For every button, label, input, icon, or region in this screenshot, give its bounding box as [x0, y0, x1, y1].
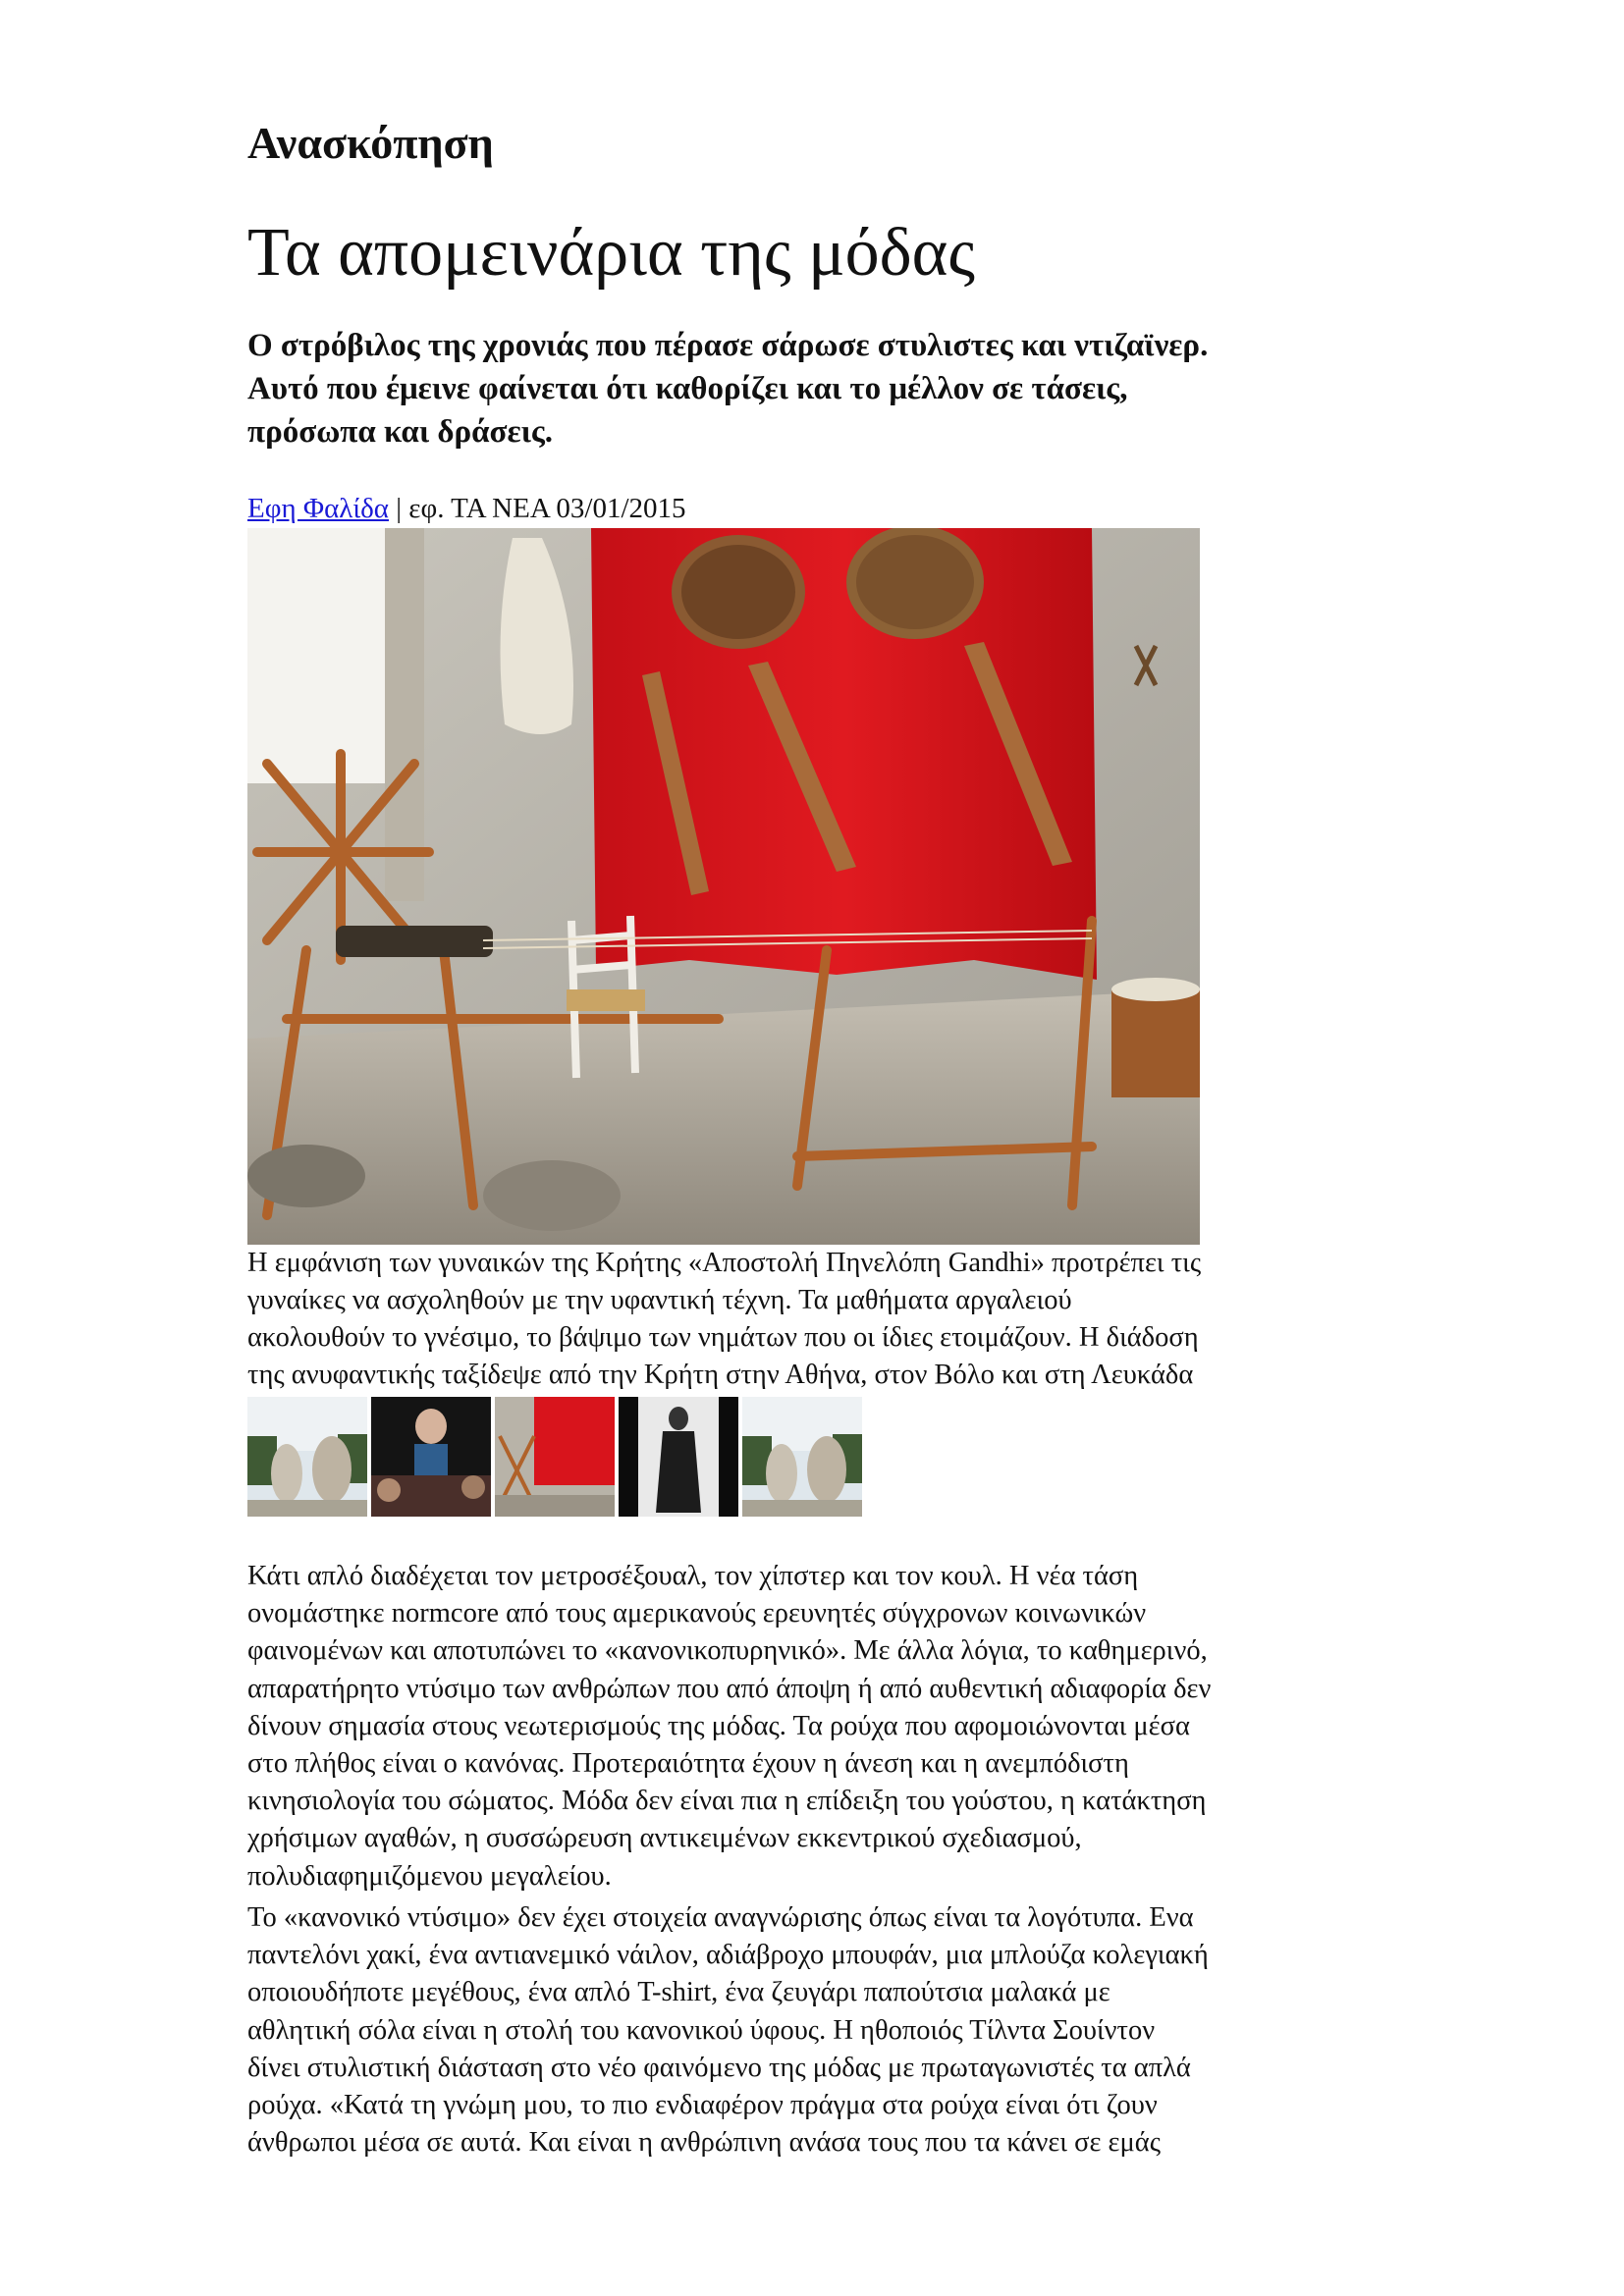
- photo-caption: [247, 1245, 1406, 1394]
- lead-line: πρόσωπα και δράσεις.: [247, 414, 553, 450]
- caption-line: Η εμφάνιση των γυναικών της Κρήτης «Αποστολή Πηνελόπη Gandhi» προτρέπει τις: [247, 1248, 1202, 1278]
- gallery-thumb-2[interactable]: [371, 1397, 491, 1517]
- body-line: στο πλήθος είναι ο κανόνας. Προτεραιότητα έχουν η άνεση και η ανεμπόδιστη: [247, 1748, 1129, 1780]
- photo-loom-red-cloth-icon: [247, 528, 1200, 1245]
- article-lead: [247, 324, 1406, 454]
- byline: [247, 489, 686, 528]
- body-line: κινησιολογία του σώματος. Μόδα δεν είναι πια η επίδειξη του γούστου, η κατάκτηση: [247, 1786, 1207, 1817]
- thumb-model-dark-icon: [619, 1397, 738, 1517]
- caption-line: της ανυφαντικής ταξίδεψε από την Κρήτη στην Αθήνα, στον Βόλο και στη Λευκάδα: [247, 1360, 1194, 1390]
- author-link[interactable]: Εφη Φαλίδα: [247, 493, 389, 524]
- caption-line: γυναίκες να ασχοληθούν με την υφαντική τέχνη. Τα μαθήματα αργαλειού: [247, 1285, 1072, 1315]
- lead-line: Ο στρόβιλος της χρονιάς που πέρασε σάρωσε στυλιστες και ντιζαϊνερ.: [247, 328, 1209, 363]
- thumb-costume-figures-icon: [742, 1397, 862, 1517]
- body-line: άνθρωποι μέσα σε αυτά. Και είναι η ανθρώπινη ανάσα τους που τα κάνει σε εμάς: [247, 2127, 1162, 2159]
- gallery-thumb-3[interactable]: [495, 1397, 615, 1517]
- body-paragraph-1: [247, 1558, 1406, 1896]
- body-line: οποιουδήποτε μεγέθους, ένα απλό T-shirt, ένα ζευγάρι παπούτσια μαλακά με: [247, 1977, 1110, 2008]
- body-line: φαινομένων και αποτυπώνει το «κανονικοπυρηνικό». Με άλλα λόγια, το καθημερινό,: [247, 1635, 1208, 1667]
- caption-line: ακολουθούν το γνέσιμο, το βάψιμο των νημάτων που οι ίδιες ετοιμάζουν. Η διάδοση: [247, 1322, 1199, 1353]
- main-photo: [247, 528, 1200, 1245]
- body-line: δίνουν σημασία στους νεωτερισμούς της μόδας. Τα ρούχα που αφομοιώνονται μέσα: [247, 1710, 1190, 1741]
- gallery-thumb-4[interactable]: [619, 1397, 738, 1517]
- body-line: χρήσιμων αγαθών, η συσσώρευση αντικειμένων εκκεντρικού σχεδιασμού,: [247, 1823, 1082, 1854]
- body-line: αθλητική σόλα είναι η στολή του κανονικού ύφους. Η ηθοποιός Τίλντα Σουίντον: [247, 2014, 1156, 2046]
- body-line: Κάτι απλό διαδέχεται τον μετροσέξουαλ, τον χίπστερ και τον κουλ. Η νέα τάση: [247, 1561, 1139, 1591]
- body-line: παντελόνι χακί, ένα αντιανεμικό νάιλον, αδιάβροχο μπουφάν, μια μπλούζα κολεγιακή: [247, 1940, 1209, 1971]
- body-paragraph-2: [247, 1899, 1406, 2162]
- body-line: πολυδιαφημιζόμενου μεγαλείου.: [247, 1860, 612, 1892]
- article-title: Τα απομεινάρια της μόδας: [247, 215, 976, 291]
- gallery-thumb-1[interactable]: [247, 1397, 367, 1517]
- body-line: δίνει στυλιστική διάσταση στο νέο φαινόμενο της μόδας με πρωταγωνιστές τα απλά: [247, 2052, 1191, 2083]
- photo-gallery: [247, 1397, 862, 1517]
- body-line: ονομάστηκε normcore από τους αμερικανούς ερευνητές σύγχρονων κοινωνικών: [247, 1598, 1147, 1629]
- thumb-costume-figures-icon: [247, 1397, 367, 1517]
- body-line: ρούχα. «Κατά τη γνώμη μου, το πιο ενδιαφέρον πράγμα στα ρούχα είναι ότι ζουν: [247, 2090, 1158, 2121]
- section-label: Ανασκόπηση: [247, 118, 494, 168]
- thumb-runway-crowd-icon: [371, 1397, 491, 1517]
- lead-line: Αυτό που έμεινε φαίνεται ότι καθορίζει και το μέλλον σε τάσεις,: [247, 371, 1128, 406]
- thumb-loom-red-icon: [495, 1397, 615, 1517]
- source-date: | εφ. ΤΑ ΝΕΑ 03/01/2015: [388, 493, 686, 524]
- gallery-thumb-5[interactable]: [742, 1397, 862, 1517]
- body-line: Το «κανονικό ντύσιμο» δεν έχει στοιχεία αναγνώρισης όπως είναι τα λογότυπα. Ενα: [247, 1902, 1194, 1933]
- body-line: απαρατήρητο ντύσιμο των ανθρώπων που από άποψη ή από αυθεντική αδιαφορία δεν: [247, 1673, 1212, 1704]
